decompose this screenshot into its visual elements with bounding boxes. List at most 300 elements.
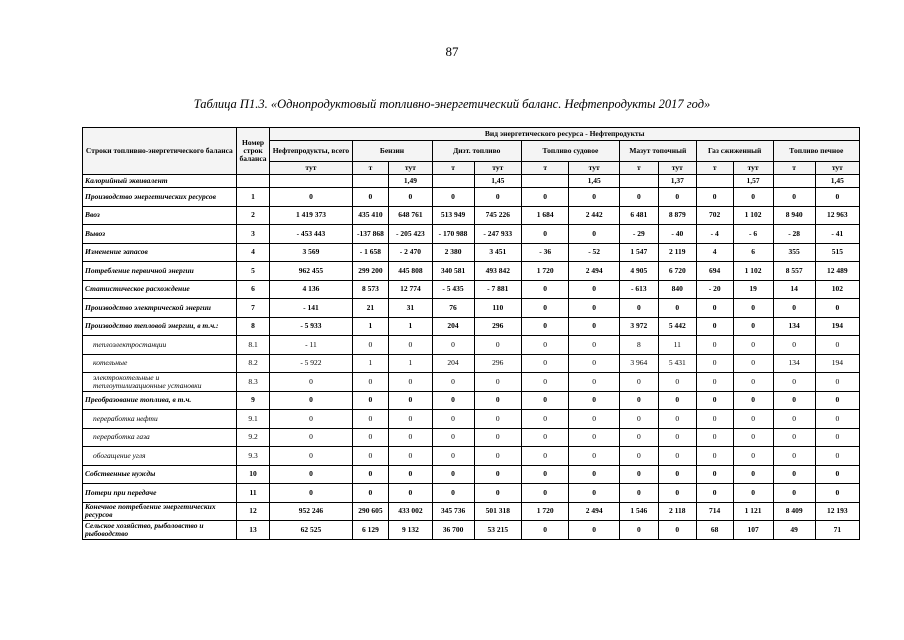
table-cell: 0 xyxy=(474,336,521,355)
row-number: 11 xyxy=(236,484,270,503)
table-cell: 8 557 xyxy=(773,262,815,281)
table-cell: 0 xyxy=(521,465,568,484)
table-row xyxy=(83,206,860,225)
table-cell: 0 xyxy=(352,428,389,447)
unit-cell: т xyxy=(521,162,568,175)
table-cell: 962 455 xyxy=(270,262,352,281)
table-row xyxy=(83,502,860,521)
table-cell: 0 xyxy=(658,410,696,429)
table-cell: 0 xyxy=(389,465,432,484)
table-cell: 134 xyxy=(773,317,815,336)
table-cell: 1 720 xyxy=(521,262,568,281)
table-cell: 1 xyxy=(352,354,389,373)
table-cell: 0 xyxy=(815,188,859,207)
table-cell: 5 431 xyxy=(658,354,696,373)
table-cell: 0 xyxy=(521,280,568,299)
row-label: Статистическое расхождение xyxy=(83,280,237,299)
resource-group-header: Вид энергетического ресурса - Нефтепродукты xyxy=(270,128,860,141)
line-no-header: Номер строк баланса xyxy=(236,128,270,175)
table-cell: 0 xyxy=(619,447,658,466)
table-cell: 0 xyxy=(815,428,859,447)
calorific-value xyxy=(270,175,352,188)
table-cell: 0 xyxy=(658,447,696,466)
table-cell: 0 xyxy=(521,521,568,540)
table-cell: 0 xyxy=(773,465,815,484)
table-cell: - 205 423 xyxy=(389,225,432,244)
unit-cell: тут xyxy=(389,162,432,175)
table-cell: 102 xyxy=(815,280,859,299)
table-cell: 0 xyxy=(432,447,474,466)
table-cell: 0 xyxy=(619,465,658,484)
calorific-value xyxy=(696,175,733,188)
calorific-value xyxy=(432,175,474,188)
table-cell: 0 xyxy=(474,428,521,447)
table-cell: 194 xyxy=(815,317,859,336)
row-label: Производство тепловой энергии, в т.ч.: xyxy=(83,317,237,336)
table-cell: - 41 xyxy=(815,225,859,244)
table-cell: 0 xyxy=(432,465,474,484)
table-cell: 0 xyxy=(352,373,389,392)
table-cell: 0 xyxy=(619,391,658,410)
table-cell: 0 xyxy=(773,336,815,355)
table-cell: 0 xyxy=(521,373,568,392)
table-cell: 8 879 xyxy=(658,206,696,225)
row-number: 6 xyxy=(236,280,270,299)
table-cell: 0 xyxy=(569,447,620,466)
table-cell: 0 xyxy=(619,299,658,318)
table-cell: 0 xyxy=(389,188,432,207)
calorific-no xyxy=(236,175,270,188)
table-cell: 9 132 xyxy=(389,521,432,540)
col-header-total: Нефтепродукты, всего xyxy=(270,141,352,162)
table-cell: 0 xyxy=(619,188,658,207)
table-cell: 0 xyxy=(270,188,352,207)
calorific-value: 1,49 xyxy=(389,175,432,188)
table-row xyxy=(83,243,860,262)
table-cell: 3 964 xyxy=(619,354,658,373)
table-row xyxy=(83,354,860,373)
table-cell: 0 xyxy=(733,428,773,447)
table-cell: 1 xyxy=(352,317,389,336)
table-cell: 1 720 xyxy=(521,502,568,521)
row-label: обогащение угля xyxy=(83,447,237,466)
table-cell: 4 136 xyxy=(270,280,352,299)
table-cell: 445 808 xyxy=(389,262,432,281)
table-cell: - 141 xyxy=(270,299,352,318)
row-label: Вывоз xyxy=(83,225,237,244)
table-caption: Таблица П1.3. «Однопродуктовый топливно-энергетический баланс. Нефтепродукты 2017 год» xyxy=(193,97,711,111)
table-row xyxy=(83,317,860,336)
table-cell: 0 xyxy=(569,188,620,207)
unit-cell: тут xyxy=(658,162,696,175)
table-cell: 1 xyxy=(389,317,432,336)
table-cell: 296 xyxy=(474,354,521,373)
table-cell: 0 xyxy=(733,484,773,503)
table-cell: 0 xyxy=(733,373,773,392)
page-number: 87 xyxy=(445,44,459,59)
table-cell: 14 xyxy=(773,280,815,299)
table-cell: 0 xyxy=(474,410,521,429)
col-header-fuel-oil: Мазут топочный xyxy=(619,141,696,162)
table-row xyxy=(83,484,860,503)
table-cell: 3 569 xyxy=(270,243,352,262)
calorific-row xyxy=(83,175,860,188)
table-cell: 0 xyxy=(815,391,859,410)
table-row xyxy=(83,188,860,207)
table-cell: 5 442 xyxy=(658,317,696,336)
table-cell: 299 200 xyxy=(352,262,389,281)
table-row xyxy=(83,373,860,392)
table-cell: 8 409 xyxy=(773,502,815,521)
table-cell: 0 xyxy=(773,447,815,466)
row-label: электрокотельные и теплоутилизационные установки xyxy=(83,373,237,392)
table-cell: 0 xyxy=(352,336,389,355)
table-cell: 36 700 xyxy=(432,521,474,540)
table-cell: - 1 658 xyxy=(352,243,389,262)
table-cell: 0 xyxy=(521,336,568,355)
table-cell: 2 494 xyxy=(569,502,620,521)
table-cell: - 28 xyxy=(773,225,815,244)
table-row xyxy=(83,336,860,355)
table-cell: 12 963 xyxy=(815,206,859,225)
table-cell: 340 581 xyxy=(432,262,474,281)
table-cell: 0 xyxy=(270,447,352,466)
table-cell: 134 xyxy=(773,354,815,373)
table-cell: 2 494 xyxy=(569,262,620,281)
table-cell: 0 xyxy=(696,188,733,207)
table-cell: 0 xyxy=(619,484,658,503)
col-header-marine-fuel: Топливо судовое xyxy=(521,141,619,162)
row-label: Производство электрической энергии xyxy=(83,299,237,318)
table-row xyxy=(83,280,860,299)
table-cell: 0 xyxy=(521,299,568,318)
table-cell: - 5 922 xyxy=(270,354,352,373)
table-cell: 0 xyxy=(658,521,696,540)
table-row xyxy=(83,447,860,466)
row-label: Ввоз xyxy=(83,206,237,225)
unit-cell: т xyxy=(773,162,815,175)
table-cell: 714 xyxy=(696,502,733,521)
table-cell: 12 193 xyxy=(815,502,859,521)
balance-table xyxy=(82,127,860,540)
row-label: котельные xyxy=(83,354,237,373)
table-cell: 0 xyxy=(815,373,859,392)
row-label: Собственные нужды xyxy=(83,465,237,484)
table-cell: - 36 xyxy=(521,243,568,262)
calorific-value: 1,45 xyxy=(815,175,859,188)
table-cell: - 29 xyxy=(619,225,658,244)
calorific-value: 1,57 xyxy=(733,175,773,188)
table-cell: 8 xyxy=(619,336,658,355)
table-cell: 8 573 xyxy=(352,280,389,299)
table-cell: - 11 xyxy=(270,336,352,355)
table-cell: 0 xyxy=(521,484,568,503)
table-cell: 0 xyxy=(521,428,568,447)
table-cell: 0 xyxy=(352,410,389,429)
table-cell: 0 xyxy=(696,484,733,503)
table-cell: 3 451 xyxy=(474,243,521,262)
table-cell: 0 xyxy=(352,465,389,484)
table-cell: - 20 xyxy=(696,280,733,299)
table-cell: 0 xyxy=(696,354,733,373)
row-label: Потери при передаче xyxy=(83,484,237,503)
table-cell: 0 xyxy=(773,188,815,207)
row-label: Конечное потребление энергетических ресурсов xyxy=(83,502,237,521)
table-row xyxy=(83,428,860,447)
table-row xyxy=(83,521,860,540)
table-cell: 0 xyxy=(696,299,733,318)
table-cell: 0 xyxy=(733,391,773,410)
table-cell: 6 481 xyxy=(619,206,658,225)
table-cell: 952 246 xyxy=(270,502,352,521)
unit-cell: т xyxy=(352,162,389,175)
table-cell: 840 xyxy=(658,280,696,299)
table-row xyxy=(83,225,860,244)
unit-cell: тут xyxy=(815,162,859,175)
col-header-diesel: Дизт. топливо xyxy=(432,141,521,162)
table-cell: - 5 933 xyxy=(270,317,352,336)
table-cell: 31 xyxy=(389,299,432,318)
row-label: Потребление первичной энергии xyxy=(83,262,237,281)
table-cell: 694 xyxy=(696,262,733,281)
table-cell: 4 xyxy=(696,243,733,262)
table-row xyxy=(83,262,860,281)
table-cell: 12 489 xyxy=(815,262,859,281)
table-cell: 0 xyxy=(658,465,696,484)
table-cell: 355 xyxy=(773,243,815,262)
table-cell: 0 xyxy=(733,188,773,207)
table-cell: - 40 xyxy=(658,225,696,244)
row-label: Преобразование топлива, в т.ч. xyxy=(83,391,237,410)
row-label: переработка нефти xyxy=(83,410,237,429)
row-label: переработка газа xyxy=(83,428,237,447)
table-cell: 0 xyxy=(773,373,815,392)
table-cell: 0 xyxy=(569,336,620,355)
table-cell: 53 215 xyxy=(474,521,521,540)
table-cell: 0 xyxy=(569,428,620,447)
table-cell: 0 xyxy=(658,299,696,318)
col-header-heating-oil: Топливо печное xyxy=(773,141,859,162)
table-cell: - 6 xyxy=(733,225,773,244)
table-cell: 0 xyxy=(696,465,733,484)
table-cell: 290 605 xyxy=(352,502,389,521)
table-cell: 0 xyxy=(389,428,432,447)
table-row xyxy=(83,410,860,429)
calorific-label: Калорийный эквивалент xyxy=(83,175,237,188)
table-cell: 0 xyxy=(733,447,773,466)
table-cell: 0 xyxy=(521,354,568,373)
table-cell: 0 xyxy=(352,188,389,207)
calorific-value xyxy=(521,175,568,188)
table-cell: 0 xyxy=(569,280,620,299)
table-cell: 1 121 xyxy=(733,502,773,521)
row-number: 1 xyxy=(236,188,270,207)
row-number: 7 xyxy=(236,299,270,318)
table-cell: 0 xyxy=(696,447,733,466)
row-label: Изменение запасов xyxy=(83,243,237,262)
table-cell: 0 xyxy=(389,336,432,355)
table-cell: 110 xyxy=(474,299,521,318)
unit-cell: т xyxy=(619,162,658,175)
table-cell: 0 xyxy=(733,317,773,336)
row-number: 4 xyxy=(236,243,270,262)
table-cell: 0 xyxy=(658,188,696,207)
table-cell: 62 525 xyxy=(270,521,352,540)
table-cell: 435 410 xyxy=(352,206,389,225)
table-row xyxy=(83,391,860,410)
table-cell: 0 xyxy=(474,465,521,484)
table-cell: 433 002 xyxy=(389,502,432,521)
table-cell: 49 xyxy=(773,521,815,540)
calorific-value xyxy=(773,175,815,188)
table-cell: 0 xyxy=(521,188,568,207)
table-cell: 1 102 xyxy=(733,206,773,225)
row-number: 12 xyxy=(236,502,270,521)
table-cell: 0 xyxy=(432,410,474,429)
table-cell: 0 xyxy=(389,391,432,410)
table-cell: 0 xyxy=(432,188,474,207)
table-cell: 204 xyxy=(432,317,474,336)
table-cell: 296 xyxy=(474,317,521,336)
table-cell: 0 xyxy=(474,373,521,392)
table-cell: 4 905 xyxy=(619,262,658,281)
table-cell: 0 xyxy=(270,410,352,429)
table-cell: 0 xyxy=(733,410,773,429)
row-number: 5 xyxy=(236,262,270,281)
table-cell: 0 xyxy=(619,373,658,392)
row-number: 8 xyxy=(236,317,270,336)
table-row xyxy=(83,299,860,318)
table-cell: 0 xyxy=(432,391,474,410)
calorific-value: 1,45 xyxy=(474,175,521,188)
table-cell: 0 xyxy=(773,410,815,429)
table-cell: 2 442 xyxy=(569,206,620,225)
table-cell: 0 xyxy=(569,225,620,244)
table-cell: 2 119 xyxy=(658,243,696,262)
table-cell: 648 761 xyxy=(389,206,432,225)
col-header-lpg: Газ сжиженный xyxy=(696,141,773,162)
table-cell: 0 xyxy=(521,225,568,244)
table-cell: 0 xyxy=(696,336,733,355)
table-cell: 1 102 xyxy=(733,262,773,281)
table-cell: 0 xyxy=(773,299,815,318)
table-cell: 2 380 xyxy=(432,243,474,262)
table-cell: 0 xyxy=(270,465,352,484)
table-cell: 8 940 xyxy=(773,206,815,225)
table-cell: 515 xyxy=(815,243,859,262)
table-cell: 493 842 xyxy=(474,262,521,281)
unit-cell: т xyxy=(696,162,733,175)
table-cell: 0 xyxy=(696,410,733,429)
table-cell: 0 xyxy=(569,317,620,336)
table-cell: 0 xyxy=(569,484,620,503)
table-cell: 1 546 xyxy=(619,502,658,521)
unit-cell: т xyxy=(432,162,474,175)
table-cell: 0 xyxy=(352,391,389,410)
table-cell: 0 xyxy=(773,428,815,447)
table-cell: 3 972 xyxy=(619,317,658,336)
table-cell: - 7 881 xyxy=(474,280,521,299)
table-cell: 0 xyxy=(733,465,773,484)
table-cell: 21 xyxy=(352,299,389,318)
row-label: теплоэлектростанции xyxy=(83,336,237,355)
table-cell: 0 xyxy=(658,391,696,410)
table-cell: 0 xyxy=(352,447,389,466)
table-cell: 0 xyxy=(270,428,352,447)
row-label: Производство энергетических ресурсов xyxy=(83,188,237,207)
table-cell: 0 xyxy=(733,354,773,373)
table-cell: 68 xyxy=(696,521,733,540)
table-cell: 71 xyxy=(815,521,859,540)
table-cell: 6 129 xyxy=(352,521,389,540)
row-number: 10 xyxy=(236,465,270,484)
table-cell: 2 118 xyxy=(658,502,696,521)
table-cell: 0 xyxy=(474,484,521,503)
table-cell: 0 xyxy=(270,484,352,503)
table-cell: 501 318 xyxy=(474,502,521,521)
table-cell: 1 684 xyxy=(521,206,568,225)
table-cell: 0 xyxy=(389,447,432,466)
table-cell: 0 xyxy=(474,391,521,410)
table-cell: 0 xyxy=(569,373,620,392)
table-cell: 12 774 xyxy=(389,280,432,299)
table-cell: 0 xyxy=(432,336,474,355)
table-cell: 0 xyxy=(389,373,432,392)
table-cell: 0 xyxy=(815,410,859,429)
table-cell: 0 xyxy=(474,188,521,207)
table-cell: 0 xyxy=(521,447,568,466)
row-number: 2 xyxy=(236,206,270,225)
table-cell: 0 xyxy=(733,336,773,355)
unit-cell: тут xyxy=(270,162,352,175)
row-number: 9.2 xyxy=(236,428,270,447)
row-number: 8.1 xyxy=(236,336,270,355)
table-cell: 0 xyxy=(432,428,474,447)
table-cell: 702 xyxy=(696,206,733,225)
table-cell: 0 xyxy=(619,521,658,540)
row-number: 9.3 xyxy=(236,447,270,466)
table-cell: - 453 443 xyxy=(270,225,352,244)
table-cell: 0 xyxy=(773,391,815,410)
table-cell: 0 xyxy=(569,410,620,429)
col-header-gasoline: Бензин xyxy=(352,141,432,162)
row-number: 3 xyxy=(236,225,270,244)
table-cell: 6 720 xyxy=(658,262,696,281)
table-cell: 0 xyxy=(733,299,773,318)
table-cell: 11 xyxy=(658,336,696,355)
table-cell: 0 xyxy=(432,484,474,503)
table-cell: 0 xyxy=(696,317,733,336)
table-cell: 0 xyxy=(658,428,696,447)
table-cell: 0 xyxy=(815,447,859,466)
table-cell: 345 736 xyxy=(432,502,474,521)
table-cell: 0 xyxy=(569,299,620,318)
row-number: 8.3 xyxy=(236,373,270,392)
table-cell: 0 xyxy=(696,391,733,410)
table-cell: 0 xyxy=(619,410,658,429)
table-cell: 0 xyxy=(270,391,352,410)
table-cell: -137 868 xyxy=(352,225,389,244)
table-cell: 0 xyxy=(569,465,620,484)
table-cell: 0 xyxy=(474,447,521,466)
table-cell: 1 547 xyxy=(619,243,658,262)
table-cell: 204 xyxy=(432,354,474,373)
table-cell: 0 xyxy=(270,373,352,392)
table-cell: 0 xyxy=(389,410,432,429)
table-cell: - 170 988 xyxy=(432,225,474,244)
table-cell: 0 xyxy=(658,484,696,503)
row-number: 9.1 xyxy=(236,410,270,429)
